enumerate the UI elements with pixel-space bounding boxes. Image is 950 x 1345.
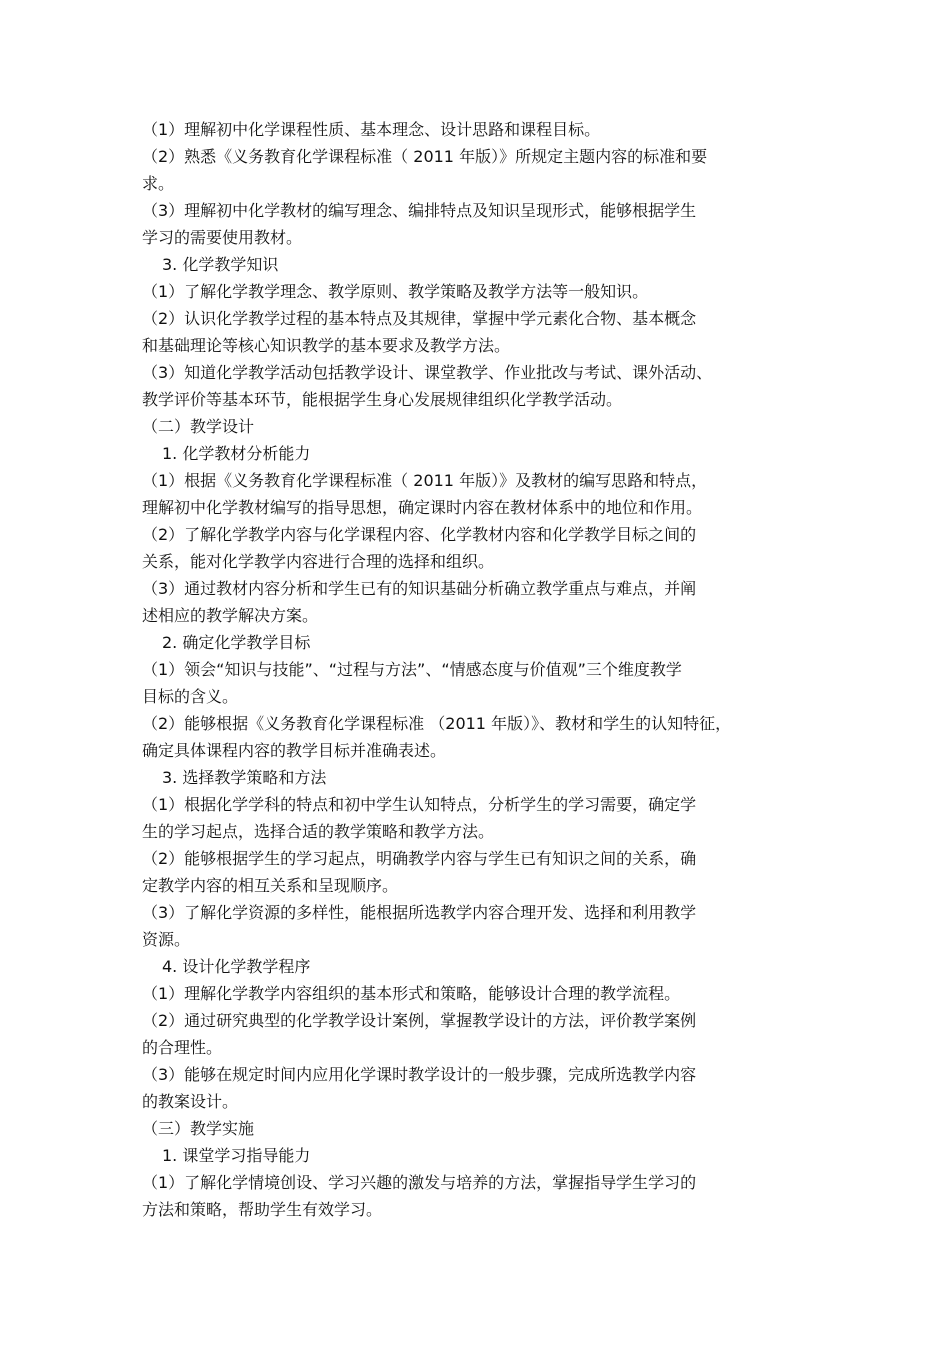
- text-line: 的教案设计。: [142, 1092, 239, 1111]
- section-heading: 3. 化学教学知识: [162, 255, 279, 274]
- section-heading: 1. 课堂学习指导能力: [162, 1146, 311, 1165]
- text-line: （三）教学实施: [142, 1119, 255, 1138]
- section-heading: 1. 化学教材分析能力: [162, 444, 311, 463]
- text-line: （1）了解化学教学理念、教学原则、教学策略及教学方法等一般知识。: [142, 282, 649, 301]
- text-line: 关系，能对化学教学内容进行合理的选择和组织。: [142, 552, 495, 571]
- text-line: 定教学内容的相互关系和呈现顺序。: [142, 876, 399, 895]
- text-line: （1）理解化学教学内容组织的基本形式和策略，能够设计合理的教学流程。: [142, 984, 681, 1003]
- text-line: 确定具体课程内容的教学目标并准确表述。: [142, 741, 447, 760]
- text-line: 目标的含义。: [142, 687, 239, 706]
- text-line: （二）教学设计: [142, 417, 255, 436]
- text-line: （1）了解化学情境创设、学习兴趣的激发与培养的方法，掌握指导学生学习的: [142, 1173, 697, 1192]
- section-heading: 3. 选择教学策略和方法: [162, 768, 327, 787]
- text-line: 生的学习起点，选择合适的教学策略和教学方法。: [142, 822, 495, 841]
- text-line: （3）能够在规定时间内应用化学课时教学设计的一般步骤，完成所选教学内容: [142, 1065, 697, 1084]
- text-line: （1）理解初中化学课程性质、基本理念、设计思路和课程目标。: [142, 120, 601, 139]
- text-line: （3）理解初中化学教材的编写理念、编排特点及知识呈现形式，能够根据学生: [142, 201, 697, 220]
- text-line: （1）根据《义务教育化学课程标准（ 2011 年版）》及教材的编写思路和特点，: [142, 471, 708, 490]
- text-line: 资源。: [142, 930, 191, 949]
- text-line: （3）了解化学资源的多样性，能根据所选教学内容合理开发、选择和利用教学: [142, 903, 697, 922]
- text-line: 求。: [142, 174, 175, 193]
- text-line: （3）通过教材内容分析和学生已有的知识基础分析确立教学重点与难点，并阐: [142, 579, 697, 598]
- text-line: 学习的需要使用教材。: [142, 228, 303, 247]
- text-line: （2）能够根据学生的学习起点，明确教学内容与学生已有知识之间的关系，确: [142, 849, 697, 868]
- section-heading: 2. 确定化学教学目标: [162, 633, 311, 652]
- text-line: （2）了解化学教学内容与化学课程内容、化学教材内容和化学教学目标之间的: [142, 525, 697, 544]
- text-line: （3）知道化学教学活动包括教学设计、课堂教学、作业批改与考试、课外活动、: [142, 363, 713, 382]
- section-heading: 4. 设计化学教学程序: [162, 957, 311, 976]
- text-line: （2）熟悉《义务教育化学课程标准（ 2011 年版）》所规定主题内容的标准和要: [142, 147, 708, 166]
- text-line: 理解初中化学教材编写的指导思想，确定课时内容在教材体系中的地位和作用。: [142, 498, 703, 517]
- text-line: 教学评价等基本环节，能根据学生身心发展规律组织化学教学活动。: [142, 390, 623, 409]
- text-line: 方法和策略，帮助学生有效学习。: [142, 1200, 383, 1219]
- text-line: 和基础理论等核心知识教学的基本要求及教学方法。: [142, 336, 511, 355]
- text-line: （1）根据化学学科的特点和初中学生认知特点，分析学生的学习需要，确定学: [142, 795, 697, 814]
- text-line: 述相应的教学解决方案。: [142, 606, 319, 625]
- text-line: 的合理性。: [142, 1038, 223, 1057]
- document-body: [142, 116, 802, 1223]
- text-line: （1）领会“知识与技能”、“过程与方法”、“情感态度与价值观”三个维度教学: [142, 660, 682, 679]
- text-line: （2）通过研究典型的化学教学设计案例，掌握教学设计的方法，评价教学案例: [142, 1011, 697, 1030]
- text-line: （2）认识化学教学过程的基本特点及其规律，掌握中学元素化合物、基本概念: [142, 309, 697, 328]
- text-line: （2）能够根据《义务教育化学课程标准 （2011 年版）》、教材和学生的认知特征，: [142, 714, 732, 733]
